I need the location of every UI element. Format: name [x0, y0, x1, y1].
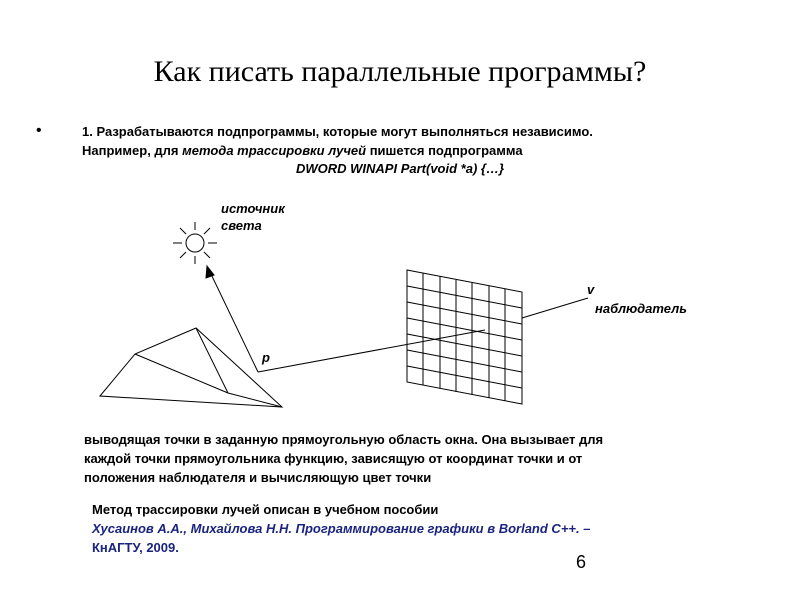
bullet-line-2-suffix: пишется подпрограмма — [366, 143, 523, 158]
bullet-line-2-prefix: Например, для — [82, 143, 183, 158]
reference-line-1: Метод трассировки лучей описан в учебном пособии — [92, 502, 439, 517]
light-source-label-1: источник — [221, 201, 285, 216]
viewer-v-label: v — [587, 282, 595, 297]
pyramid-shape — [100, 328, 282, 407]
bullet-line-1: 1. Разрабатываются подпрограммы, которые могут выполняться независимо. — [82, 124, 593, 139]
bullet-dot: • — [36, 122, 42, 139]
light-ray — [206, 266, 258, 372]
page-number: 6 — [576, 552, 587, 572]
point-p-label: p — [262, 350, 270, 365]
bullet-line-2-italic: метода трассировки лучей — [182, 143, 367, 158]
view-ray — [258, 330, 485, 372]
reference-citation: Хусаинов А.А., Михайлова Н.Н. Программирование графики в Borland C++. – — [92, 521, 591, 536]
description-line-1: выводящая точки в заданную прямоугольную область окна. Она вызывает для — [84, 432, 604, 447]
light-source-label-2: света — [221, 218, 262, 233]
viewer-line — [522, 298, 588, 318]
viewer-label: наблюдатель — [595, 301, 687, 316]
code-signature: DWORD WINAPI Part(void *a) {…} — [295, 161, 504, 176]
screen-grid — [407, 270, 522, 404]
reference-publisher: КнАГТУ, 2009. — [92, 540, 179, 555]
description-paragraph — [84, 430, 603, 487]
description-line-3: положения наблюдателя и вычисляющую цвет точки — [84, 470, 432, 485]
slide-title: Как писать параллельные программы? — [153, 55, 647, 88]
description-line-2: каждой точки прямоугольника функцию, зависящую от координат точки и от — [84, 451, 583, 466]
reference-block — [92, 500, 590, 557]
sun-icon — [173, 222, 217, 264]
